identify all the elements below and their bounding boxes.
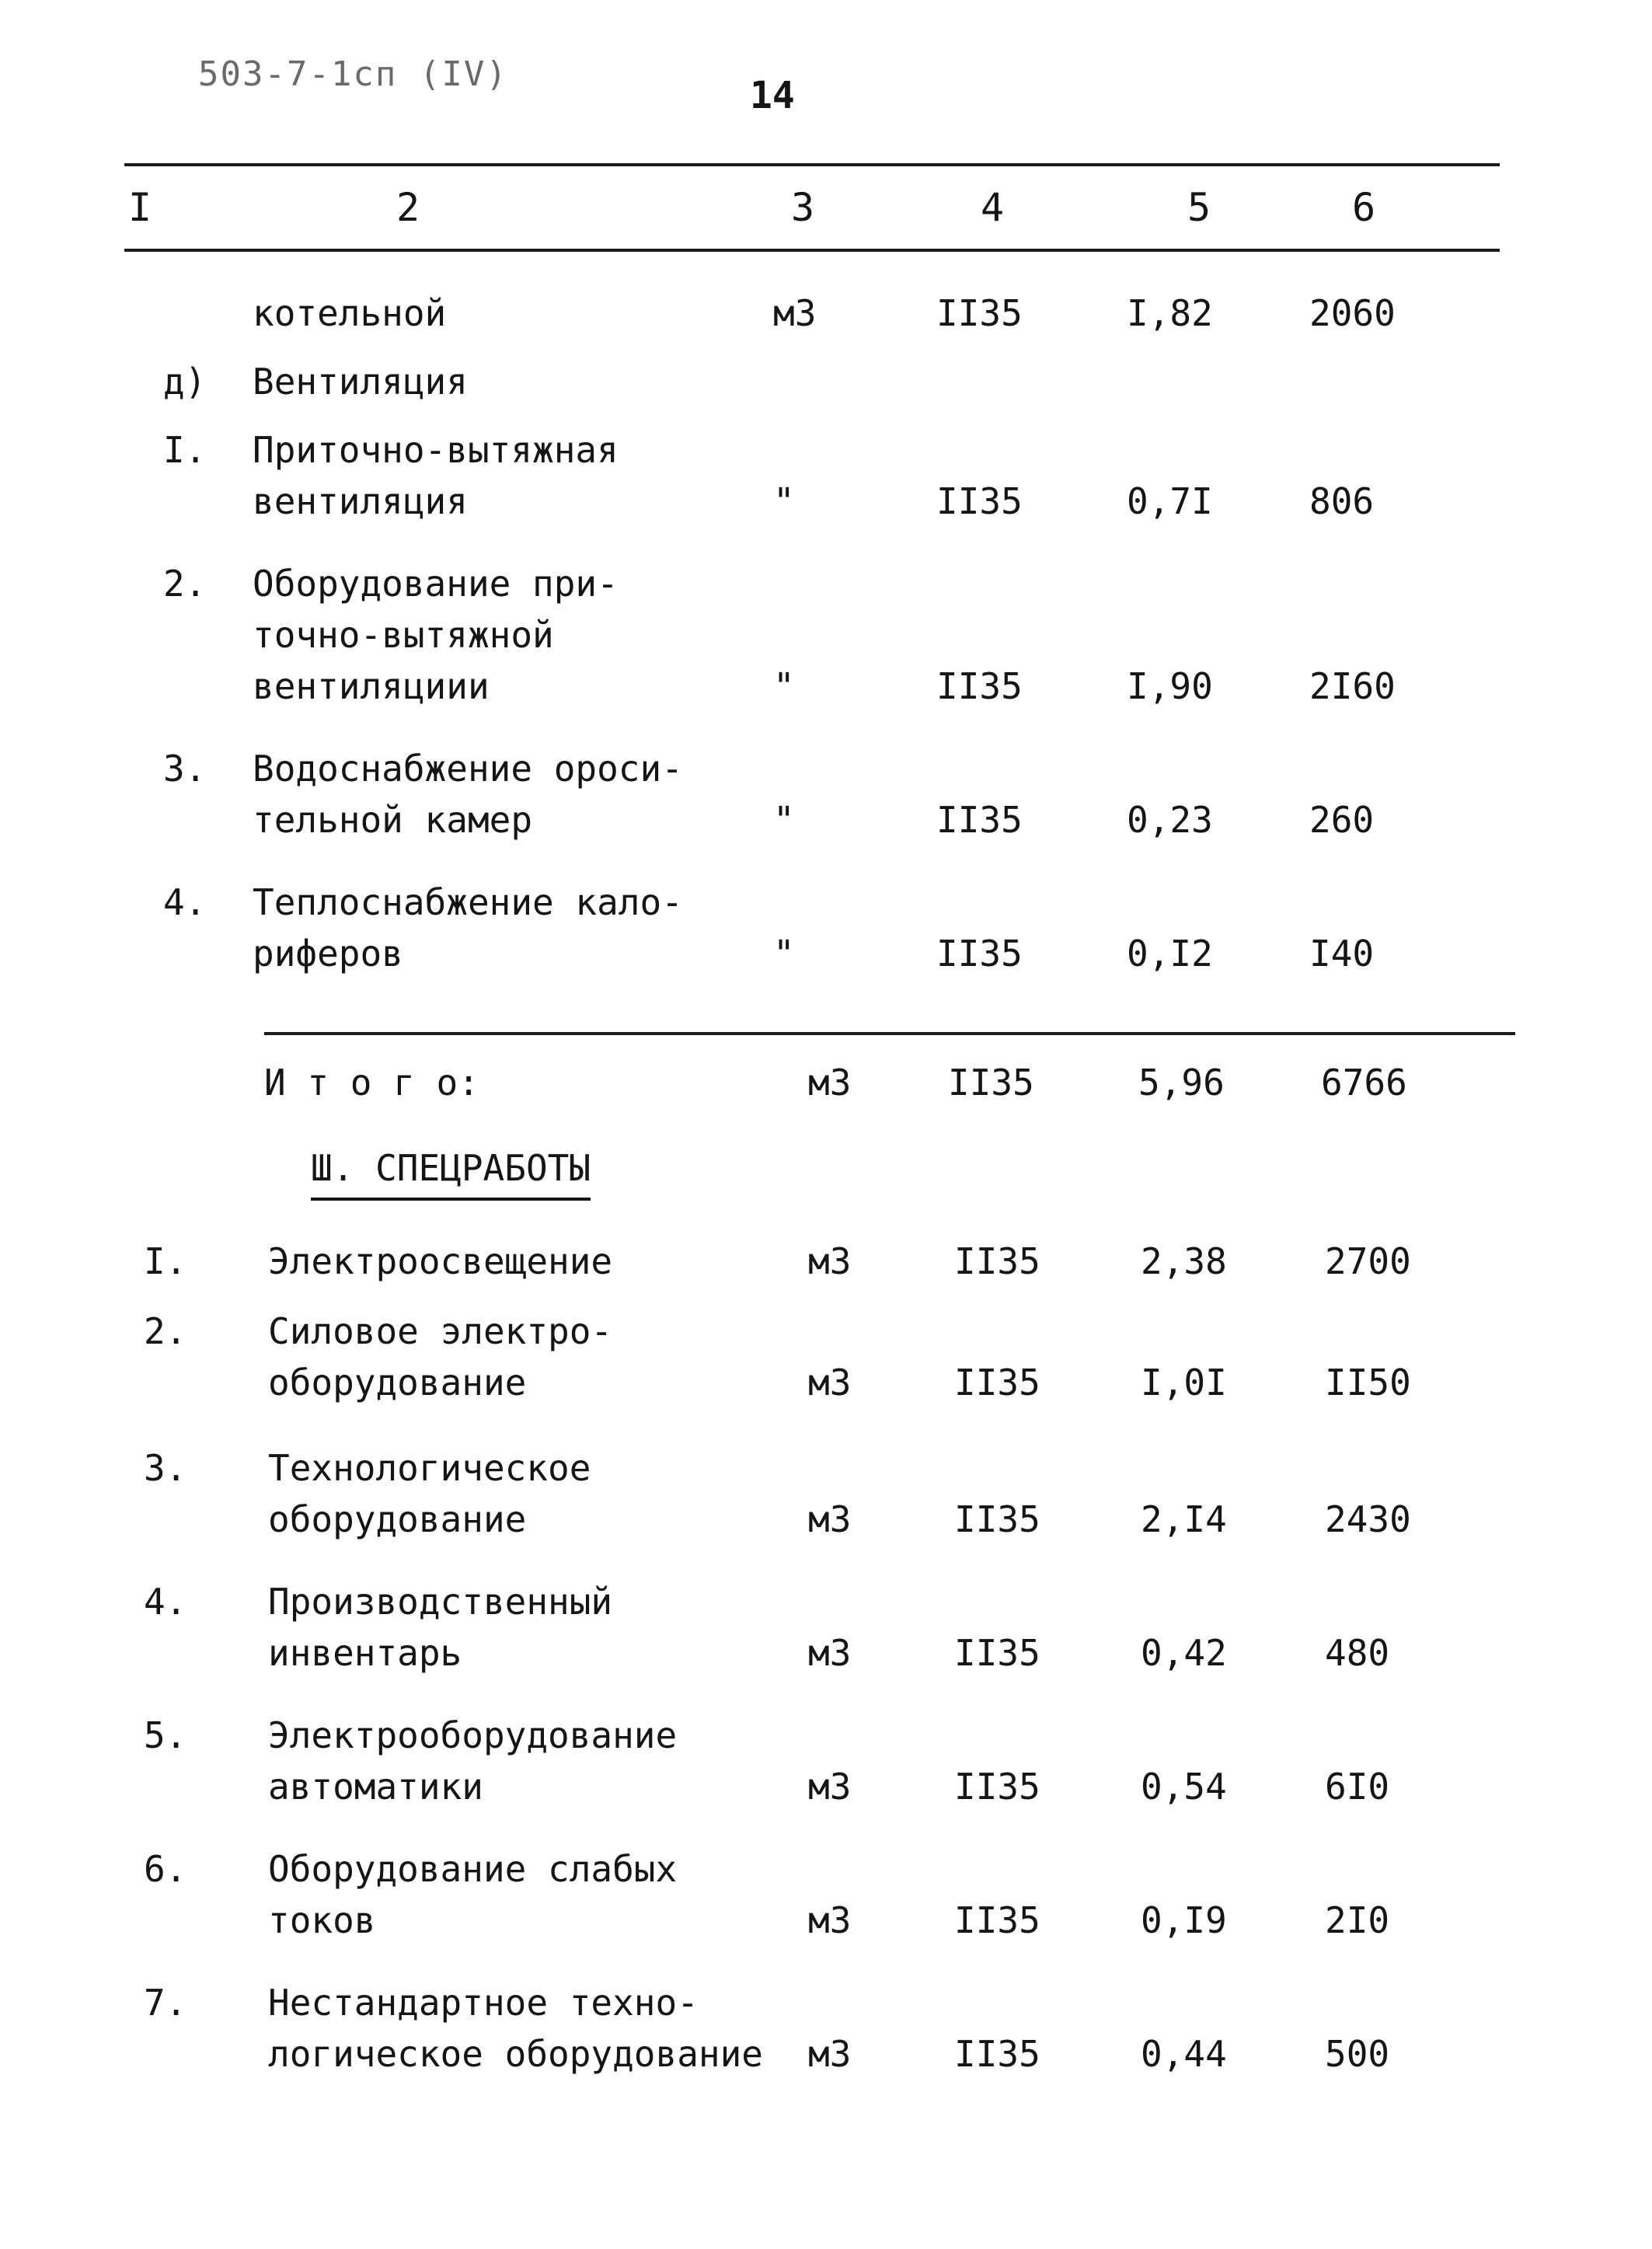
total-rule	[264, 1032, 1515, 1035]
row-col4: II35	[936, 480, 1023, 522]
row-number: 7.	[144, 1982, 187, 2024]
row-description-line: котельной	[253, 292, 447, 334]
row-description-line: оборудование	[268, 1362, 527, 1403]
document-code: 503-7-1сп (IV)	[198, 54, 508, 94]
header-top-rule	[124, 163, 1500, 166]
row-col4: II35	[954, 1899, 1040, 1941]
row-description-line: тельной камер	[253, 799, 533, 841]
row-description-line: Силовое электро-	[268, 1310, 613, 1352]
column-header-4: 4	[981, 185, 1005, 230]
column-header-2: 2	[396, 185, 420, 230]
row-col6: 2060	[1309, 292, 1396, 334]
row-unit: "	[773, 480, 795, 522]
row-description-line: оборудование	[268, 1498, 527, 1540]
row-number: I.	[144, 1240, 187, 1282]
row-col6: 2I60	[1309, 665, 1396, 707]
row-description-line: Производственный	[268, 1581, 613, 1623]
row-col5: I,0I	[1141, 1362, 1227, 1403]
total-col5: 5,96	[1138, 1062, 1225, 1104]
row-description-line: Водоснабжение ороси-	[253, 748, 683, 790]
row-col5: 0,I2	[1127, 933, 1213, 975]
row-col5: 0,42	[1141, 1632, 1227, 1674]
page-number: 14	[750, 74, 795, 117]
row-unit: м3	[808, 1766, 852, 1808]
row-description-line: логическое оборудование	[268, 2033, 763, 2075]
column-header-3: 3	[791, 185, 815, 230]
row-col5: 0,7I	[1127, 480, 1213, 522]
row-col6: 2430	[1325, 1498, 1411, 1540]
row-col6: 2700	[1325, 1240, 1411, 1282]
row-col6: I40	[1309, 933, 1375, 975]
row-unit: "	[773, 665, 795, 707]
row-unit: м3	[808, 1632, 852, 1674]
row-col5: 0,54	[1141, 1766, 1227, 1808]
row-number: 2.	[163, 563, 207, 605]
row-col4: II35	[954, 1498, 1040, 1540]
row-unit: м3	[808, 1498, 852, 1540]
total-unit: м3	[808, 1062, 852, 1104]
row-col6: 500	[1325, 2033, 1390, 2075]
row-description-line: Электрооборудование	[268, 1714, 678, 1756]
row-number: I.	[163, 429, 207, 471]
row-unit: "	[773, 799, 795, 841]
row-col4: II35	[954, 1766, 1040, 1808]
row-number: 4.	[163, 881, 207, 923]
row-description-line: Оборудование слабых	[268, 1848, 678, 1890]
row-col6: 2I0	[1325, 1899, 1390, 1941]
header-bottom-rule	[124, 249, 1500, 252]
row-description-line: токов	[268, 1899, 376, 1941]
row-number: 3.	[144, 1447, 187, 1489]
row-unit: "	[773, 933, 795, 975]
row-unit: м3	[808, 1899, 852, 1941]
total-col6: 6766	[1321, 1062, 1407, 1104]
row-description-line: Вентиляция	[253, 361, 468, 403]
row-col4: II35	[954, 1632, 1040, 1674]
row-number: 3.	[163, 748, 207, 790]
row-unit: м3	[808, 1240, 852, 1282]
row-description-line: Оборудование при-	[253, 563, 619, 605]
row-col5: 0,23	[1127, 799, 1213, 841]
row-col4: II35	[954, 1240, 1040, 1282]
row-col5: I,90	[1127, 665, 1213, 707]
row-description-line: вентиляция	[253, 480, 468, 522]
row-col5: 0,I9	[1141, 1899, 1227, 1941]
row-col6: 480	[1325, 1632, 1390, 1674]
row-number: 2.	[144, 1310, 187, 1352]
row-col4: II35	[954, 2033, 1040, 2075]
row-number: 5.	[144, 1714, 187, 1756]
column-header-5: 5	[1187, 185, 1211, 230]
row-description-line: Теплоснабжение кало-	[253, 881, 683, 923]
row-number: 4.	[144, 1581, 187, 1623]
row-col4: II35	[936, 933, 1023, 975]
row-description-line: точно-вытяжной	[253, 614, 554, 656]
row-description-line: риферов	[253, 933, 403, 975]
row-number: 6.	[144, 1848, 187, 1890]
total-col4: II35	[948, 1062, 1034, 1104]
row-description-line: Электроосвещение	[268, 1240, 613, 1282]
row-col5: 2,38	[1141, 1240, 1227, 1282]
row-col6: 260	[1309, 799, 1375, 841]
row-col4: II35	[936, 292, 1023, 334]
row-description-line: автоматики	[268, 1766, 483, 1808]
row-description-line: инвентарь	[268, 1632, 462, 1674]
row-description-line: вентиляциии	[253, 665, 490, 707]
column-header-6: 6	[1352, 185, 1376, 230]
row-unit: м3	[808, 1362, 852, 1403]
section-title: Ш. СПЕЦРАБОТЫ	[311, 1147, 591, 1189]
total-label: И т о г о:	[264, 1062, 479, 1104]
row-col6: 806	[1309, 480, 1375, 522]
row-col6: II50	[1325, 1362, 1411, 1403]
row-col4: II35	[936, 799, 1023, 841]
row-number: д)	[163, 361, 207, 403]
row-col5: 0,44	[1141, 2033, 1227, 2075]
column-header-1: I	[128, 185, 152, 230]
row-description-line: Технологическое	[268, 1447, 591, 1489]
row-col6: 6I0	[1325, 1766, 1390, 1808]
row-col4: II35	[954, 1362, 1040, 1403]
row-unit: м3	[808, 2033, 852, 2075]
row-description-line: Приточно-вытяжная	[253, 429, 619, 471]
row-col4: II35	[936, 665, 1023, 707]
row-col5: I,82	[1127, 292, 1213, 334]
row-description-line: Нестандартное техно-	[268, 1982, 699, 2024]
row-col5: 2,I4	[1141, 1498, 1227, 1540]
row-unit: м3	[773, 292, 817, 334]
